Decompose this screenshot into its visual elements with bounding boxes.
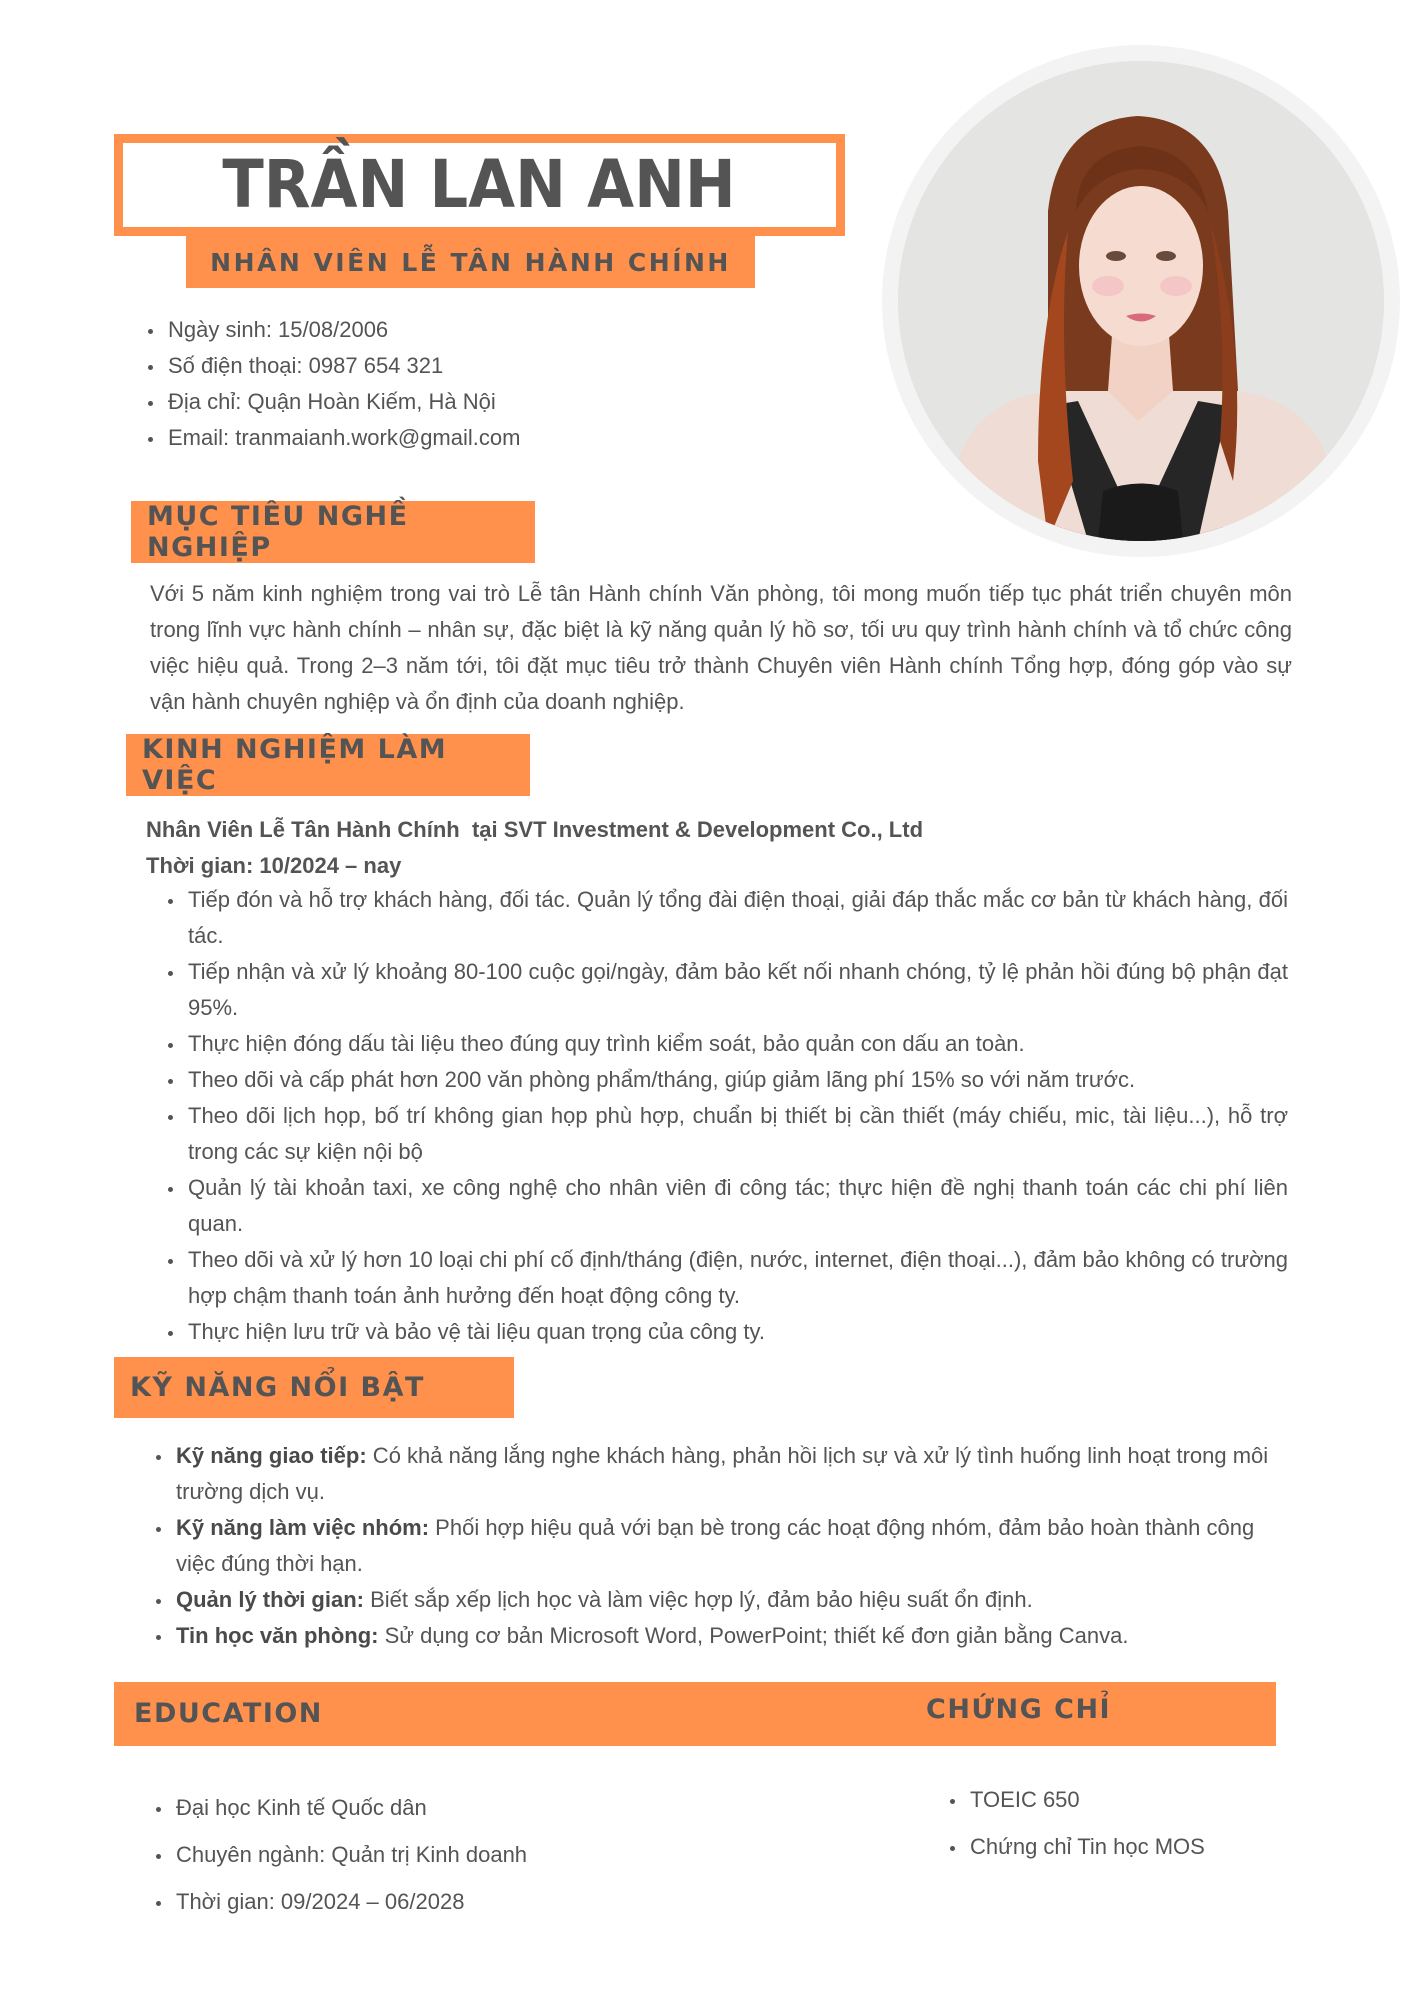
contact-address: Địa chỉ: Quận Hoàn Kiếm, Hà Nội [148,384,520,420]
section-header-objective [131,501,535,563]
duty-item: Thực hiện lưu trữ và bảo vệ tài liệu quan trọng của công ty. [168,1314,1288,1350]
duty-item: Tiếp đón và hỗ trợ khách hàng, đối tác. Quản lý tổng đài điện thoại, giải đáp thắc mắc cơ bản từ khách hàng, đối tác. [168,882,1288,954]
certificates-list [950,1782,1205,1876]
education-item: Đại học Kinh tế Quốc dân [156,1790,527,1837]
contact-birthdate: Ngày sinh: 15/08/2006 [148,312,520,348]
education-item: Chuyên ngành: Quản trị Kinh doanh [156,1837,527,1884]
education-list [156,1790,527,1931]
candidate-name: TRẦN LAN ANH [222,146,737,223]
skill-desc: Phối hợp hiệu quả với bạn bè trong các hoạt động nhóm, đảm bảo hoàn thành công việc đúng thời hạn. [176,1515,1255,1576]
objective-text: Với 5 năm kinh nghiệm trong vai trò Lễ tân Hành chính Văn phòng, tôi mong muốn tiếp tục phát triển chuyên môn trong lĩnh vực hành chính – nhân sự, đặc biệt là kỹ năng quản lý hồ sơ, tối ưu quy trình hành chính và tổ chức công việc hiệu quả. Trong 2–3 năm tới, tôi đặt mục tiêu trở thành Chuyên viên Hành chính Tổng hợp, đóng góp vào sự vận hành chuyên nghiệp và ổn định của doanh nghiệp. [150,581,1292,714]
duty-item: Theo dõi và xử lý hơn 10 loại chi phí cố định/tháng (điện, nước, internet, điện thoại...), đảm bảo không có trường hợp chậm thanh toán ảnh hưởng đến hoạt động công ty. [168,1242,1288,1314]
skills-list [156,1438,1278,1654]
duty-item: Theo dõi lịch họp, bố trí không gian họp phù hợp, chuẩn bị thiết bị cần thiết (máy chiếu, mic, tài liệu...), hỗ trợ trong các sự kiện nội bộ [168,1098,1288,1170]
skill-name: Quản lý thời gian: [176,1587,364,1612]
certificate-item: Chứng chỉ Tin học MOS [950,1829,1205,1876]
duty-item: Tiếp nhận và xử lý khoảng 80-100 cuộc gọi/ngày, đảm bảo kết nối nhanh chóng, tỷ lệ phản hồi đúng bộ phận đạt 95%. [168,954,1288,1026]
section-header-skills [114,1357,514,1418]
skill-item [156,1438,1278,1510]
skill-desc: Sử dụng cơ bản Microsoft Word, PowerPoint; thiết kế đơn giản bằng Canva. [378,1623,1129,1648]
job-title-banner [186,236,755,288]
contact-email: Email: tranmaianh.work@gmail.com [148,420,520,456]
duty-item: Thực hiện đóng dấu tài liệu theo đúng quy trình kiểm soát, bảo quản con dấu an toàn. [168,1026,1288,1062]
skill-name: Tin học văn phòng: [176,1623,379,1648]
duty-item: Quản lý tài khoản taxi, xe công nghệ cho nhân viên đi công tác; thực hiện đề nghị thanh toán các chi phí liên quan. [168,1170,1288,1242]
name-box [114,134,845,236]
skill-name: Kỹ năng làm việc nhóm: [176,1515,430,1540]
skill-item [156,1510,1278,1582]
candidate-job-title: NHÂN VIÊN LỄ TÂN HÀNH CHÍNH [210,247,731,277]
skill-desc: Có khả năng lắng nghe khách hàng, phản hồi lịch sự và xử lý tình huống linh hoạt trong môi trường dịch vụ. [176,1443,1269,1504]
profile-photo [898,61,1384,541]
objective-title: MỤC TIÊU NGHỀ NGHIỆP [147,501,409,563]
skill-desc: Biết sắp xếp lịch học và làm việc hợp lý, đảm bảo hiệu suất ổn định. [363,1587,1033,1612]
job-duties-list [168,882,1288,1350]
education-title: EDUCATION [134,1698,323,1729]
skill-item [156,1618,1278,1654]
skill-item [156,1582,1278,1618]
education-item: Thời gian: 09/2024 – 06/2028 [156,1884,527,1931]
section-header-experience [126,734,530,796]
job-position: Nhân Viên Lễ Tân Hành Chính tại SVT Investment & Development Co., Ltd [146,817,924,842]
skill-name: Kỹ năng giao tiếp: [176,1443,367,1468]
job-period: Thời gian: 10/2024 – nay [146,853,402,878]
certificate-item: TOEIC 650 [950,1782,1205,1829]
certificates-title: CHỨNG CHỈ [926,1694,1112,1725]
contact-info-list [148,312,520,456]
contact-phone: Số điện thoại: 0987 654 321 [148,348,520,384]
skills-title: KỸ NĂNG NỔI BẬT [130,1372,425,1403]
duty-item: Theo dõi và cấp phát hơn 200 văn phòng phẩm/tháng, giúp giảm lãng phí 15% so với năm trước. [168,1062,1288,1098]
portrait-illustration [898,61,1384,541]
experience-title: KINH NGHIỆM LÀM VIỆC [142,734,448,796]
